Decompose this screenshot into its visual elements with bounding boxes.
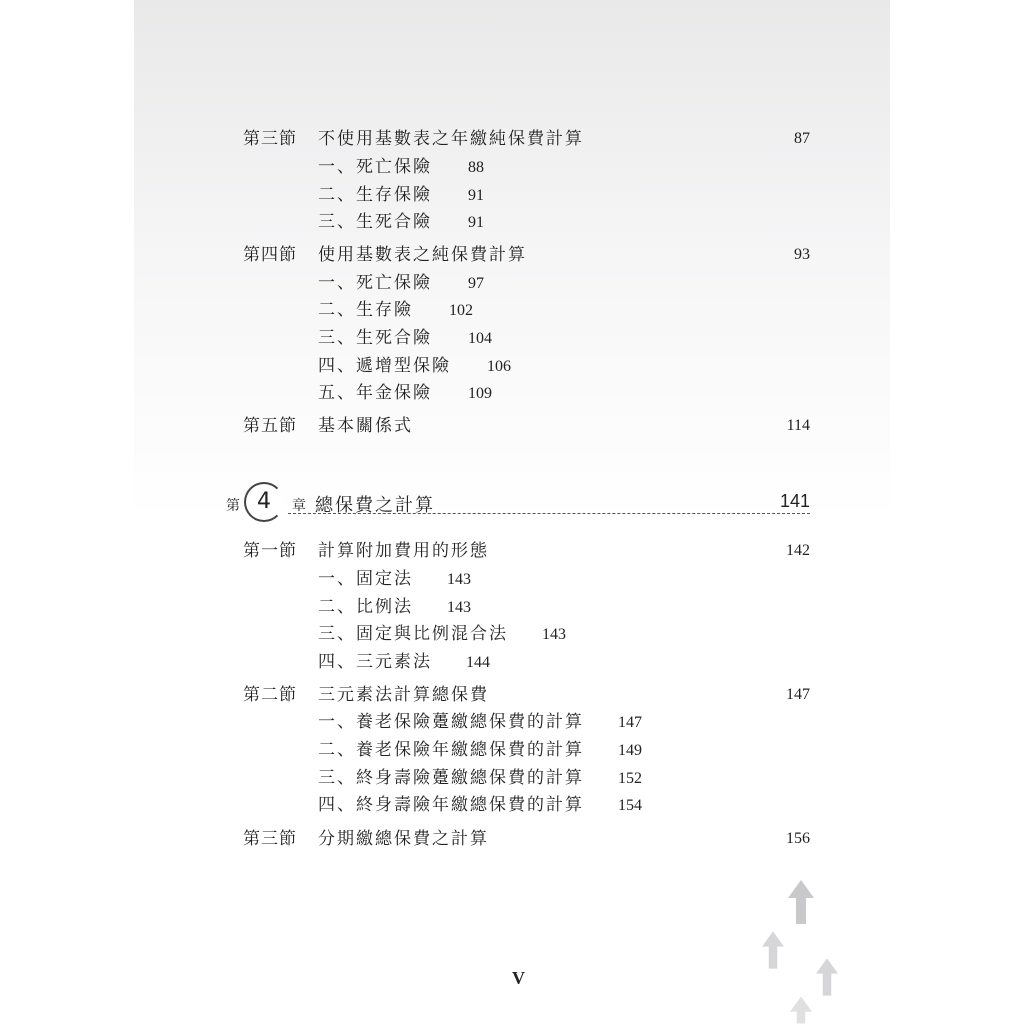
section-title: 基本關係式 <box>318 416 413 436</box>
section-label: 第四節 <box>243 245 297 265</box>
item-page: 152 <box>618 770 642 787</box>
chapter-number-badge: 4 <box>244 482 284 522</box>
section-title: 使用基數表之純保費計算 <box>318 245 527 265</box>
item-page: 143 <box>447 599 471 616</box>
item-label: 三、生死合險 <box>318 328 432 348</box>
section-label: 第三節 <box>243 829 297 849</box>
item-page: 147 <box>618 714 642 731</box>
item-page: 106 <box>487 358 511 375</box>
chapter-divider <box>288 513 810 514</box>
item-label: 三、終身壽險躉繳總保費的計算 <box>318 768 584 788</box>
section-label: 第二節 <box>243 685 297 705</box>
item-page: 91 <box>468 187 484 204</box>
section-page: 156 <box>786 830 810 847</box>
chapter-suffix: 章 <box>292 498 306 514</box>
section-title: 三元素法計算總保費 <box>318 685 489 705</box>
item-label: 三、生死合險 <box>318 212 432 232</box>
section-page: 142 <box>786 542 810 559</box>
section-page: 114 <box>786 417 810 434</box>
section-title: 分期繳總保費之計算 <box>318 829 489 849</box>
item-page: 102 <box>449 302 473 319</box>
chapter-title: 總保費之計算 <box>315 495 435 516</box>
item-page: 109 <box>468 385 492 402</box>
chapter-prefix: 第 <box>226 498 240 514</box>
page-folio: V <box>512 968 525 988</box>
item-page: 149 <box>618 742 642 759</box>
item-label: 一、死亡保險 <box>318 157 432 177</box>
item-page: 144 <box>466 654 490 671</box>
item-label: 二、比例法 <box>318 597 413 617</box>
item-label: 二、生存保險 <box>318 185 432 205</box>
item-page: 91 <box>468 214 484 231</box>
item-label: 一、固定法 <box>318 569 413 589</box>
item-label: 一、死亡保險 <box>318 273 432 293</box>
item-label: 三、固定與比例混合法 <box>318 624 508 644</box>
arrow-up-icon <box>788 880 814 924</box>
item-page: 143 <box>542 626 566 643</box>
arrow-up-icon <box>790 996 812 1024</box>
section-page: 147 <box>786 686 810 703</box>
item-page: 88 <box>468 159 484 176</box>
item-label: 五、年金保險 <box>318 383 432 403</box>
item-label: 二、養老保險年繳總保費的計算 <box>318 740 584 760</box>
section-page: 87 <box>794 130 810 147</box>
item-page: 97 <box>468 275 484 292</box>
item-page: 104 <box>468 330 492 347</box>
section-title: 不使用基數表之年繳純保費計算 <box>318 129 584 149</box>
chapter-heading[interactable] <box>226 482 810 522</box>
item-label: 二、生存險 <box>318 300 413 320</box>
item-page: 154 <box>618 797 642 814</box>
item-label: 一、養老保險躉繳總保費的計算 <box>318 712 584 732</box>
chapter-page: 141 <box>779 491 810 511</box>
section-label: 第一節 <box>243 541 297 561</box>
item-label: 四、終身壽險年繳總保費的計算 <box>318 795 584 815</box>
section-label: 第三節 <box>243 129 297 149</box>
arrow-up-icon <box>762 930 784 970</box>
section-title: 計算附加費用的形態 <box>318 541 489 561</box>
arrow-up-icon <box>816 956 838 998</box>
item-page: 143 <box>447 571 471 588</box>
item-label: 四、三元素法 <box>318 652 432 672</box>
section-page: 93 <box>794 246 810 263</box>
section-label: 第五節 <box>243 416 297 436</box>
item-label: 四、遞增型保險 <box>318 356 451 376</box>
